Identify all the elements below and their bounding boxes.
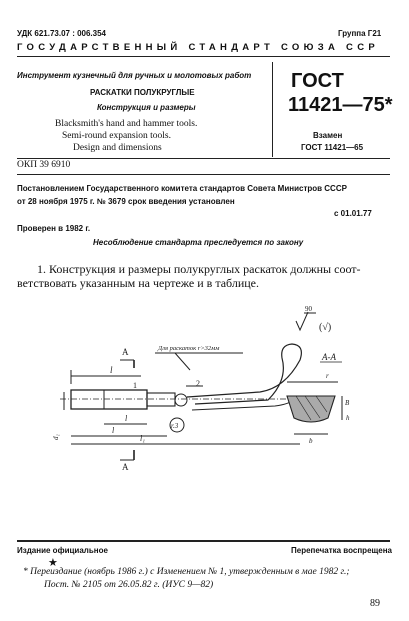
group-code: Группа Г21 (338, 29, 382, 38)
decree-line-2: от 28 ноября 1975 г. № 3679 срок введения установлен (17, 197, 235, 206)
okp-code: ОКП 39 6910 (17, 160, 71, 170)
title-en-1: Blacksmith's hand and hammer tools. (55, 119, 198, 129)
edition-note: Издание официальное (17, 546, 108, 555)
section-label-r: r (326, 372, 329, 380)
section-view-title: А-А (322, 352, 336, 362)
roughness-value: 90 (305, 305, 312, 313)
radius-label: r.3 (171, 422, 179, 430)
part-label-2: 2 (196, 379, 200, 388)
section-label-a-top: А (122, 347, 129, 357)
gost-number: 11421—75* (288, 94, 393, 116)
roughness-symbol-icon (296, 312, 316, 330)
section-label-h: h (346, 414, 350, 422)
title-line-3: Конструкция и размеры (97, 103, 196, 112)
body-paragraph-line-1: 1. Конструкция и размеры полукруглых раскаток должны соот- (37, 262, 361, 276)
title-divider (272, 62, 273, 157)
decree-line-1: Постановлением Государственного комитета стандартов Совета Министров СССР (17, 184, 347, 193)
wedge-circle (175, 394, 187, 406)
gost-label: ГОСТ (291, 70, 344, 92)
reissue-line-2: Пост. № 2105 от 26.05.82 г. (ИУС 9—82) (44, 580, 214, 590)
title-en-3: Design and dimensions (73, 143, 162, 153)
technical-drawing (0, 300, 409, 475)
state-standard-header: ГОСУДАРСТВЕННЫЙ СТАНДАРТ СОЮЗА ССР (17, 42, 380, 53)
tool-neck (147, 393, 175, 406)
section-label-B: B (345, 399, 350, 407)
star-icon: ★ (48, 557, 58, 569)
roughness-check: (√) (319, 322, 332, 333)
section-label-a-bottom: А (122, 462, 129, 472)
replaces-label: Взамен (313, 131, 343, 140)
handle-note: Для раскаток r>32мм (158, 345, 220, 352)
title-line-2: РАСКАТКИ ПОЛУКРУГЛЫЕ (90, 88, 195, 97)
title-en-2: Semi-round expansion tools. (62, 131, 171, 141)
tool-head-outline (71, 390, 147, 409)
reprint-note: Перепечатка воспрещена (291, 546, 392, 555)
page-number: 89 (370, 598, 380, 609)
title-line-1: Инструмент кузнечный для ручных и молотовых работ (17, 71, 252, 80)
penalty-note: Несоблюдение стандарта преследуется по закону (93, 238, 304, 247)
title-bottom-rule (17, 158, 390, 159)
footer-rule (17, 540, 390, 542)
section-profile (287, 396, 335, 422)
note-leader-arrow (175, 353, 190, 370)
decree-date: с 01.01.77 (334, 209, 372, 218)
part-label-1: 1 (133, 381, 137, 390)
dim-label-l1: l₁ (140, 434, 146, 443)
reissue-line-1: * Переиздание (ноябрь 1986 г.) с Изменением № 1, утвержденным в мае 1982 г.; (23, 567, 350, 577)
dim-label-d1: d₁ (52, 434, 60, 440)
udk-code: УДК 621.73.07 : 006.354 (17, 29, 106, 38)
header-rule (17, 56, 390, 57)
dim-label-l-small: l (125, 414, 128, 423)
okp-rule (17, 174, 390, 175)
body-paragraph-line-2: ветствовать указанным на чертеже и в таблице. (17, 276, 259, 290)
dim-label-l: l (110, 365, 113, 375)
replaces-value: ГОСТ 11421—65 (301, 143, 364, 152)
section-label-b: b (309, 437, 313, 445)
checked-note: Проверен в 1982 г. (17, 224, 91, 233)
dim-label-l-mid: l (112, 426, 115, 435)
